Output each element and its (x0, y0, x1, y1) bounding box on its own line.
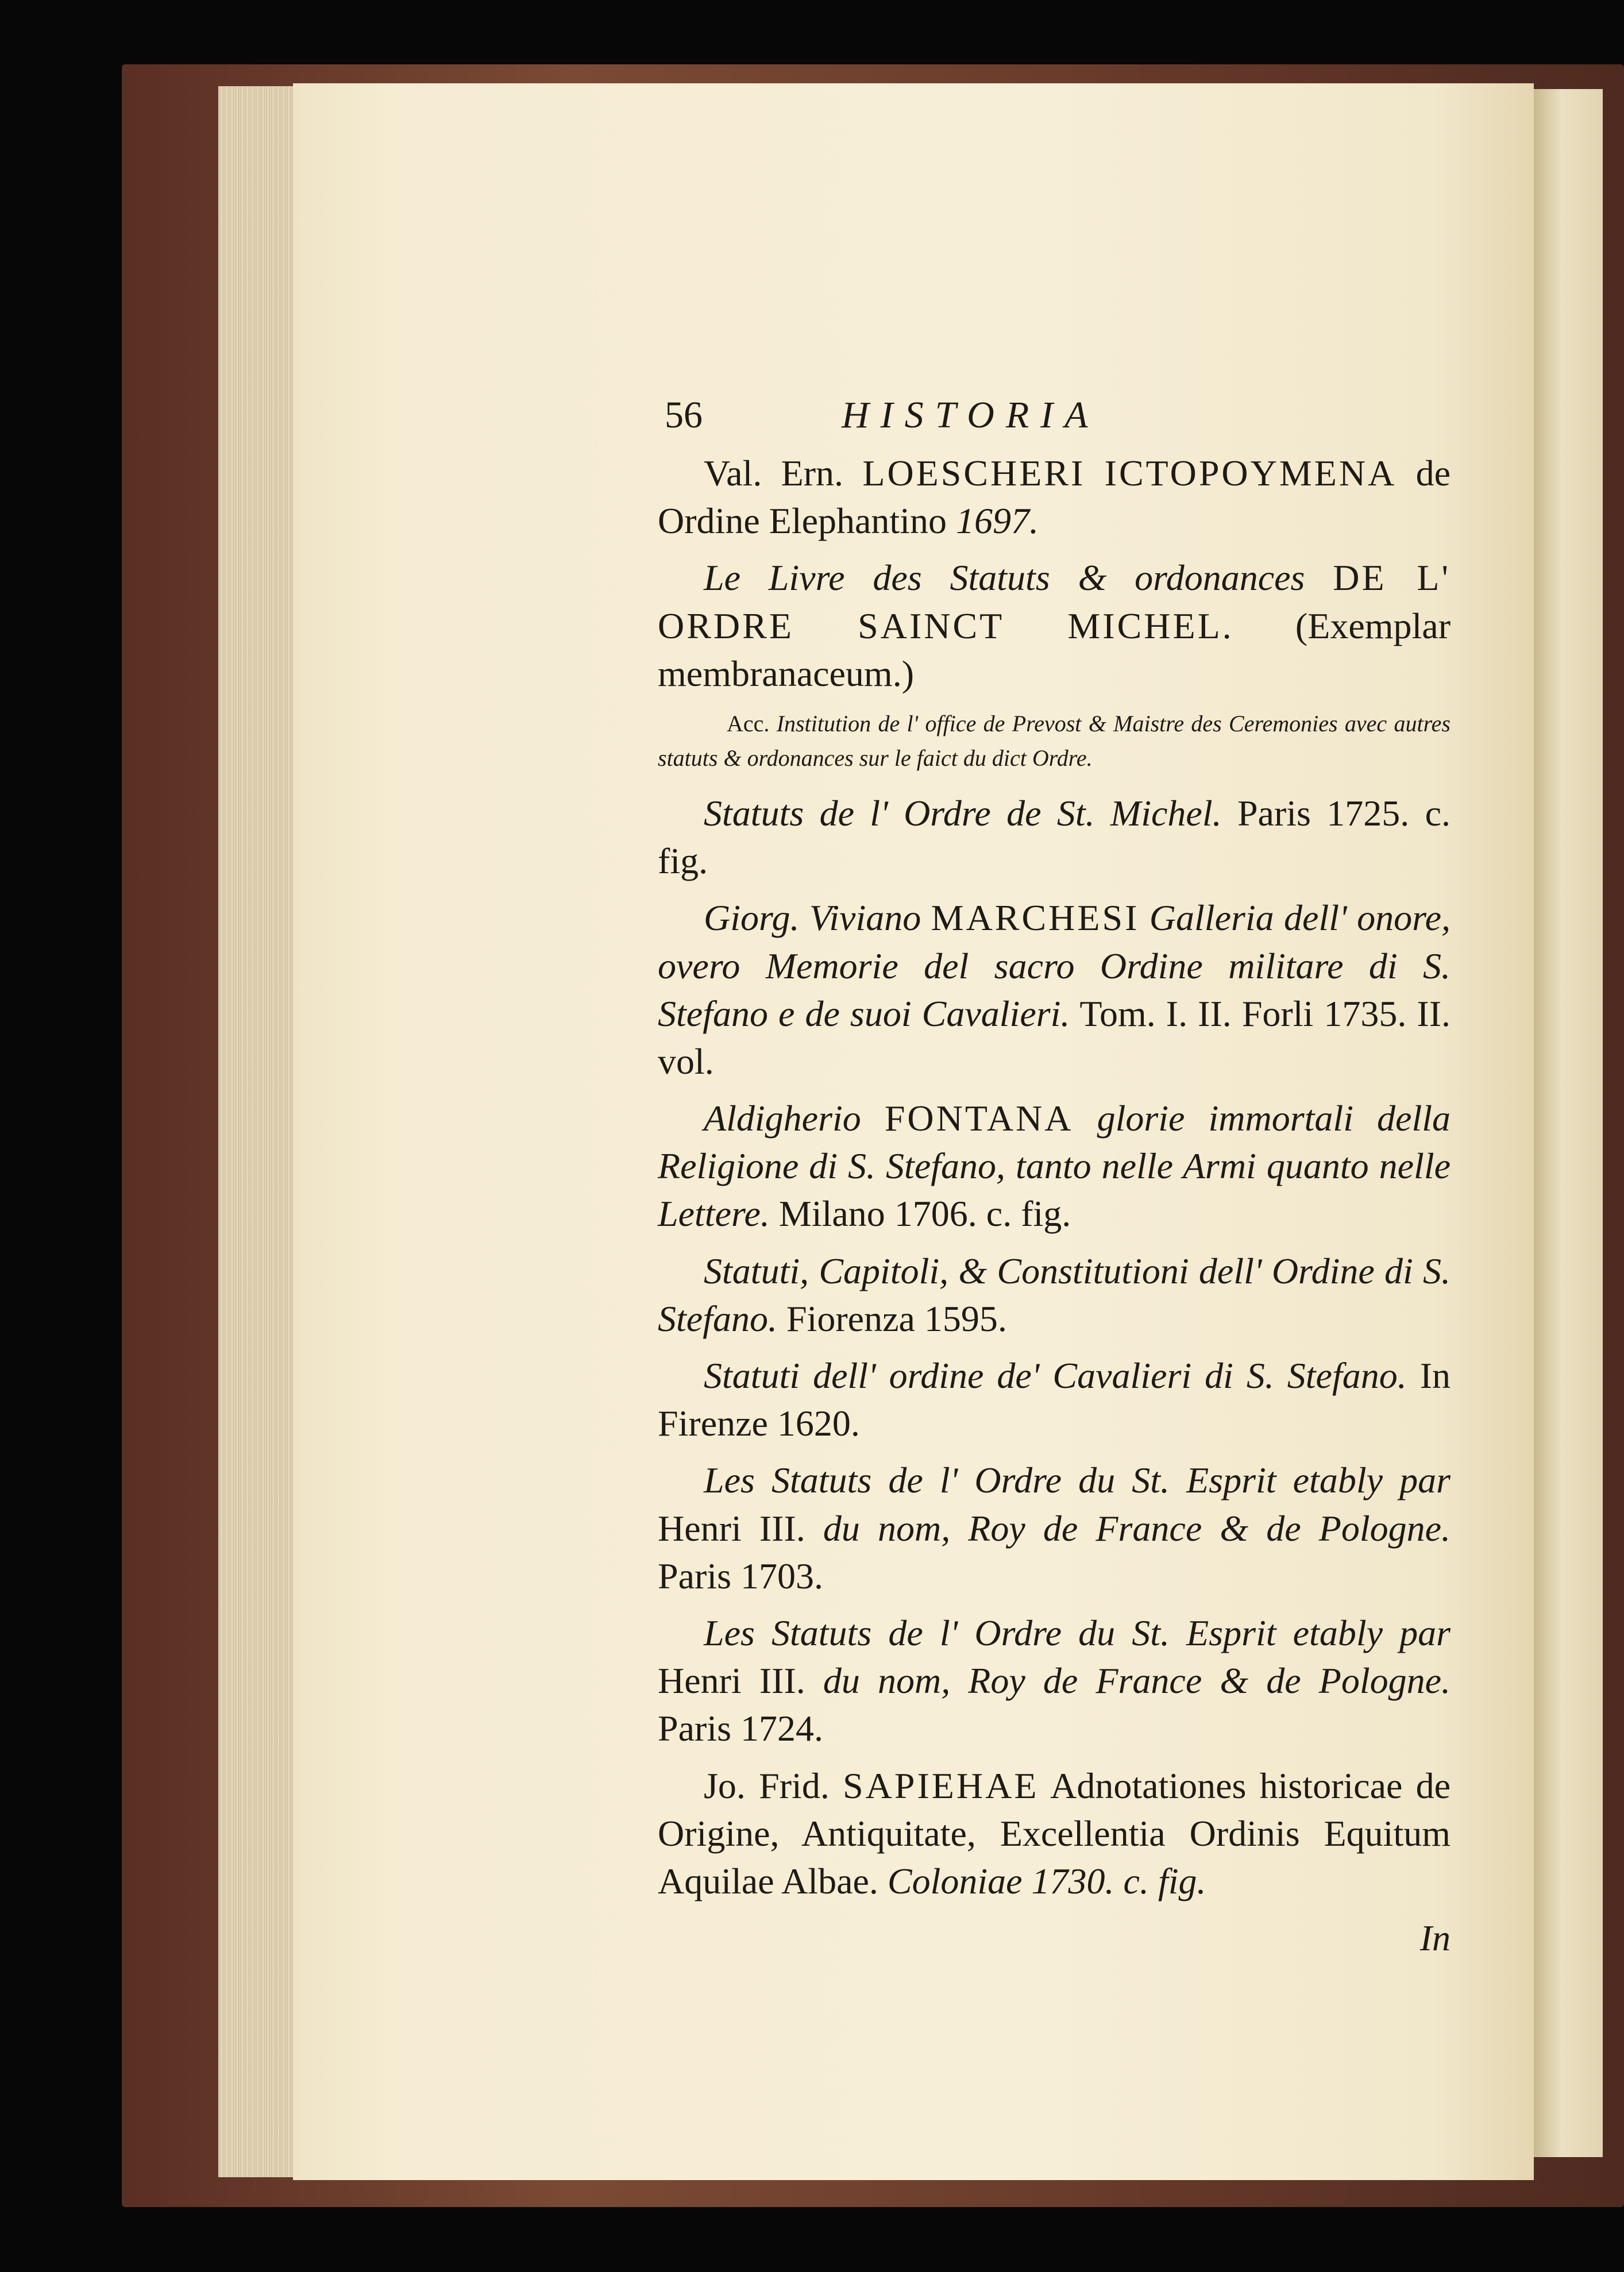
entry-imprint: Fiorenza 1595. (786, 1298, 1007, 1339)
entry-title: Adnotationes historicae de Origine, Antiquitate, Excellentia Ordinis Equitum Aquilae Albae. (658, 1765, 1451, 1901)
entry-marchesi (658, 894, 1451, 1085)
acc-text: Institution de l' office de Prevost & Maistre des Ceremonies avec autres statuts & ordonances sur le faict du dict Ordre. (658, 710, 1451, 771)
running-title: HISTORIA (842, 394, 1100, 436)
author-name: Jo. Frid. (704, 1765, 830, 1806)
entry-st-esprit-1703 (658, 1456, 1451, 1600)
author-caps: SAPIEHAE (843, 1765, 1039, 1806)
author-name: Val. Ern. (704, 453, 844, 493)
entry-title: glorie immortali della Religione di S. Stefano, tanto nelle Armi quanto nelle Lettere. (658, 1098, 1451, 1235)
entry-imprint: Paris 1703. (658, 1555, 823, 1596)
acc-label: Acc. (727, 710, 770, 736)
entry-title: de Ordine Elephantino (658, 453, 1451, 542)
entry-title: Statuti dell' ordine de' Cavalieri di S. Stefano. (704, 1355, 1407, 1396)
entry-saint-michel (658, 554, 1451, 697)
text-block (658, 385, 1451, 1962)
entry-title: Les Statuts de l' Ordre du St. Esprit etably par (704, 1460, 1451, 1501)
entry-statuti-capitoli (658, 1247, 1451, 1343)
entry-title: Galleria dell' onore, overo Memorie del sacro Ordine militare di S. Stefano e de suoi Cavalieri. (658, 897, 1451, 1034)
author-name: Aldigherio (704, 1098, 861, 1139)
entry-statuti-cavalieri (658, 1352, 1451, 1447)
entry-title: Statuti, Capitoli, & Constitutioni dell' Ordine di S. Stefano. (658, 1250, 1451, 1339)
entry-title-cont: du nom, Roy de France & de Pologne. (823, 1660, 1451, 1702)
author-name: Giorg. Viviano (704, 897, 921, 939)
entry-name: Henri III. (658, 1660, 805, 1702)
entry-imprint: Milano 1706. c. fig. (778, 1193, 1071, 1235)
author-caps: LOESCHERI (862, 453, 1086, 493)
entry-accessory (658, 707, 1451, 776)
entry-title: Statuts de l' Ordre de St. Michel. (704, 792, 1222, 834)
entry-imprint: Coloniae 1730. c. fig. (887, 1860, 1206, 1901)
facing-page-edge (1534, 89, 1603, 2157)
author-caps: FONTANA (884, 1098, 1074, 1139)
entry-year: 1697. (955, 500, 1039, 542)
catchword: In (1419, 1918, 1451, 1959)
author-caps: MARCHESI (931, 897, 1140, 939)
entry-title: Le Livre des Statuts & ordonances (704, 557, 1305, 599)
page-number: 56 (665, 394, 703, 436)
entry-title: Les Statuts de l' Ordre du St. Esprit etably par (704, 1612, 1451, 1653)
entry-statuts-st-michel (658, 789, 1451, 885)
entry-loescheri (658, 449, 1451, 545)
entry-caps: DE L' ORDRE SAINCT MICHEL. (658, 557, 1451, 646)
entry-sapiehae (658, 1762, 1451, 1905)
entry-imprint: Paris 1724. (658, 1708, 823, 1749)
running-head (658, 385, 1451, 442)
entry-st-esprit-1724 (658, 1609, 1451, 1753)
entry-name: Henri III. (658, 1507, 805, 1549)
title-caps: ICTOPOYMENA (1104, 453, 1397, 493)
entry-fontana (658, 1094, 1451, 1238)
entry-title-cont: du nom, Roy de France & de Pologne. (823, 1507, 1451, 1549)
entry-note: (Exemplar membranaceum.) (658, 605, 1451, 694)
entry-imprint: In Firenze 1620. (658, 1355, 1451, 1444)
entry-imprint: Paris 1725. c. fig. (658, 792, 1451, 882)
page-edges (218, 86, 304, 2177)
entry-imprint: Tom. I. II. Forli 1735. II. vol. (658, 993, 1451, 1082)
